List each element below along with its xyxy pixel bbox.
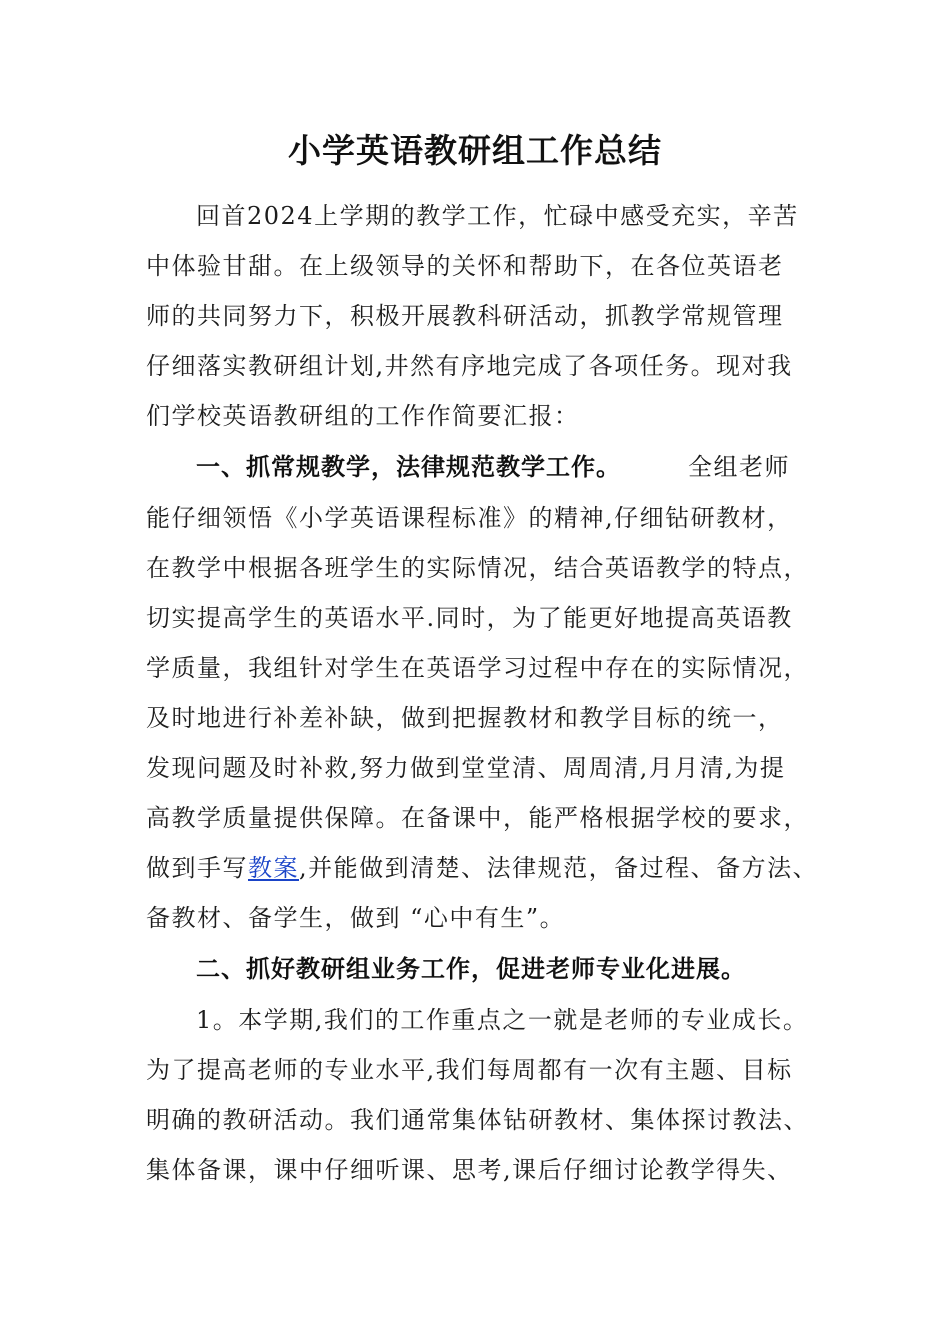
section-2-line-1: 1。本学期,我们的工作重点之一就是老师的专业成长。	[196, 1006, 809, 1034]
intro-line-2: 中体验甘甜。在上级领导的关怀和帮助下，在各位英语老	[146, 252, 784, 280]
section-2-line-4: 集体备课，课中仔细听课、思考,课后仔细讨论教学得失、	[146, 1156, 793, 1184]
section-1-line-7: 高教学质量提供保障。在备课中，能严格根据学校的要求，	[146, 804, 809, 832]
intro-line-5: 们学校英语教研组的工作作简要汇报：	[146, 402, 580, 430]
section-1-heading-tail: 全组老师	[688, 453, 790, 481]
section-1-line-4: 学质量，我组针对学生在英语学习过程中存在的实际情况，	[146, 654, 809, 682]
link-line-suffix: ,并能做到清楚、法律规范，备过程、备方法、	[299, 854, 819, 882]
section-1-line-6: 发现问题及时补救,努力做到堂堂清、周周清,月月清,为提	[146, 754, 786, 782]
section-2-heading: 二、抓好教研组业务工作，促进老师专业化进展。	[196, 955, 746, 983]
link-line-prefix: 做到手写	[146, 854, 248, 882]
intro-line-3: 师的共同努力下，积极开展教科研活动，抓教学常规管理	[146, 302, 784, 330]
section-1-line-5: 及时地进行补差补缺，做到把握教材和教学目标的统一，	[146, 704, 784, 732]
section-1-last-line: 备教材、备学生，做到 “心中有生”。	[146, 904, 566, 932]
section-2-line-2: 为了提高老师的专业水平,我们每周都有一次有主题、目标	[146, 1056, 793, 1084]
section-1-line-1: 能仔细领悟《小学英语课程标准》的精神,仔细钻研教材，	[146, 504, 793, 532]
section-1-heading: 一、抓常规教学，法律规范教学工作。	[196, 453, 621, 481]
intro-line-1: 回首2024上学期的教学工作，忙碌中感受充实，辛苦	[196, 202, 799, 230]
lesson-plan-link[interactable]: 教案	[248, 854, 299, 882]
section-1-link-line	[146, 852, 818, 884]
section-2-line-3: 明确的教研活动。我们通常集体钻研教材、集体探讨教法、	[146, 1106, 809, 1134]
page-title: 小学英语教研组工作总结	[288, 131, 662, 170]
section-1-line-2: 在教学中根据各班学生的实际情况，结合英语教学的特点，	[146, 554, 809, 582]
section-1-line-3: 切实提高学生的英语水平.同时，为了能更好地提高英语教	[146, 604, 793, 632]
intro-line-4: 仔细落实教研组计划,井然有序地完成了各项任务。现对我	[146, 352, 793, 380]
